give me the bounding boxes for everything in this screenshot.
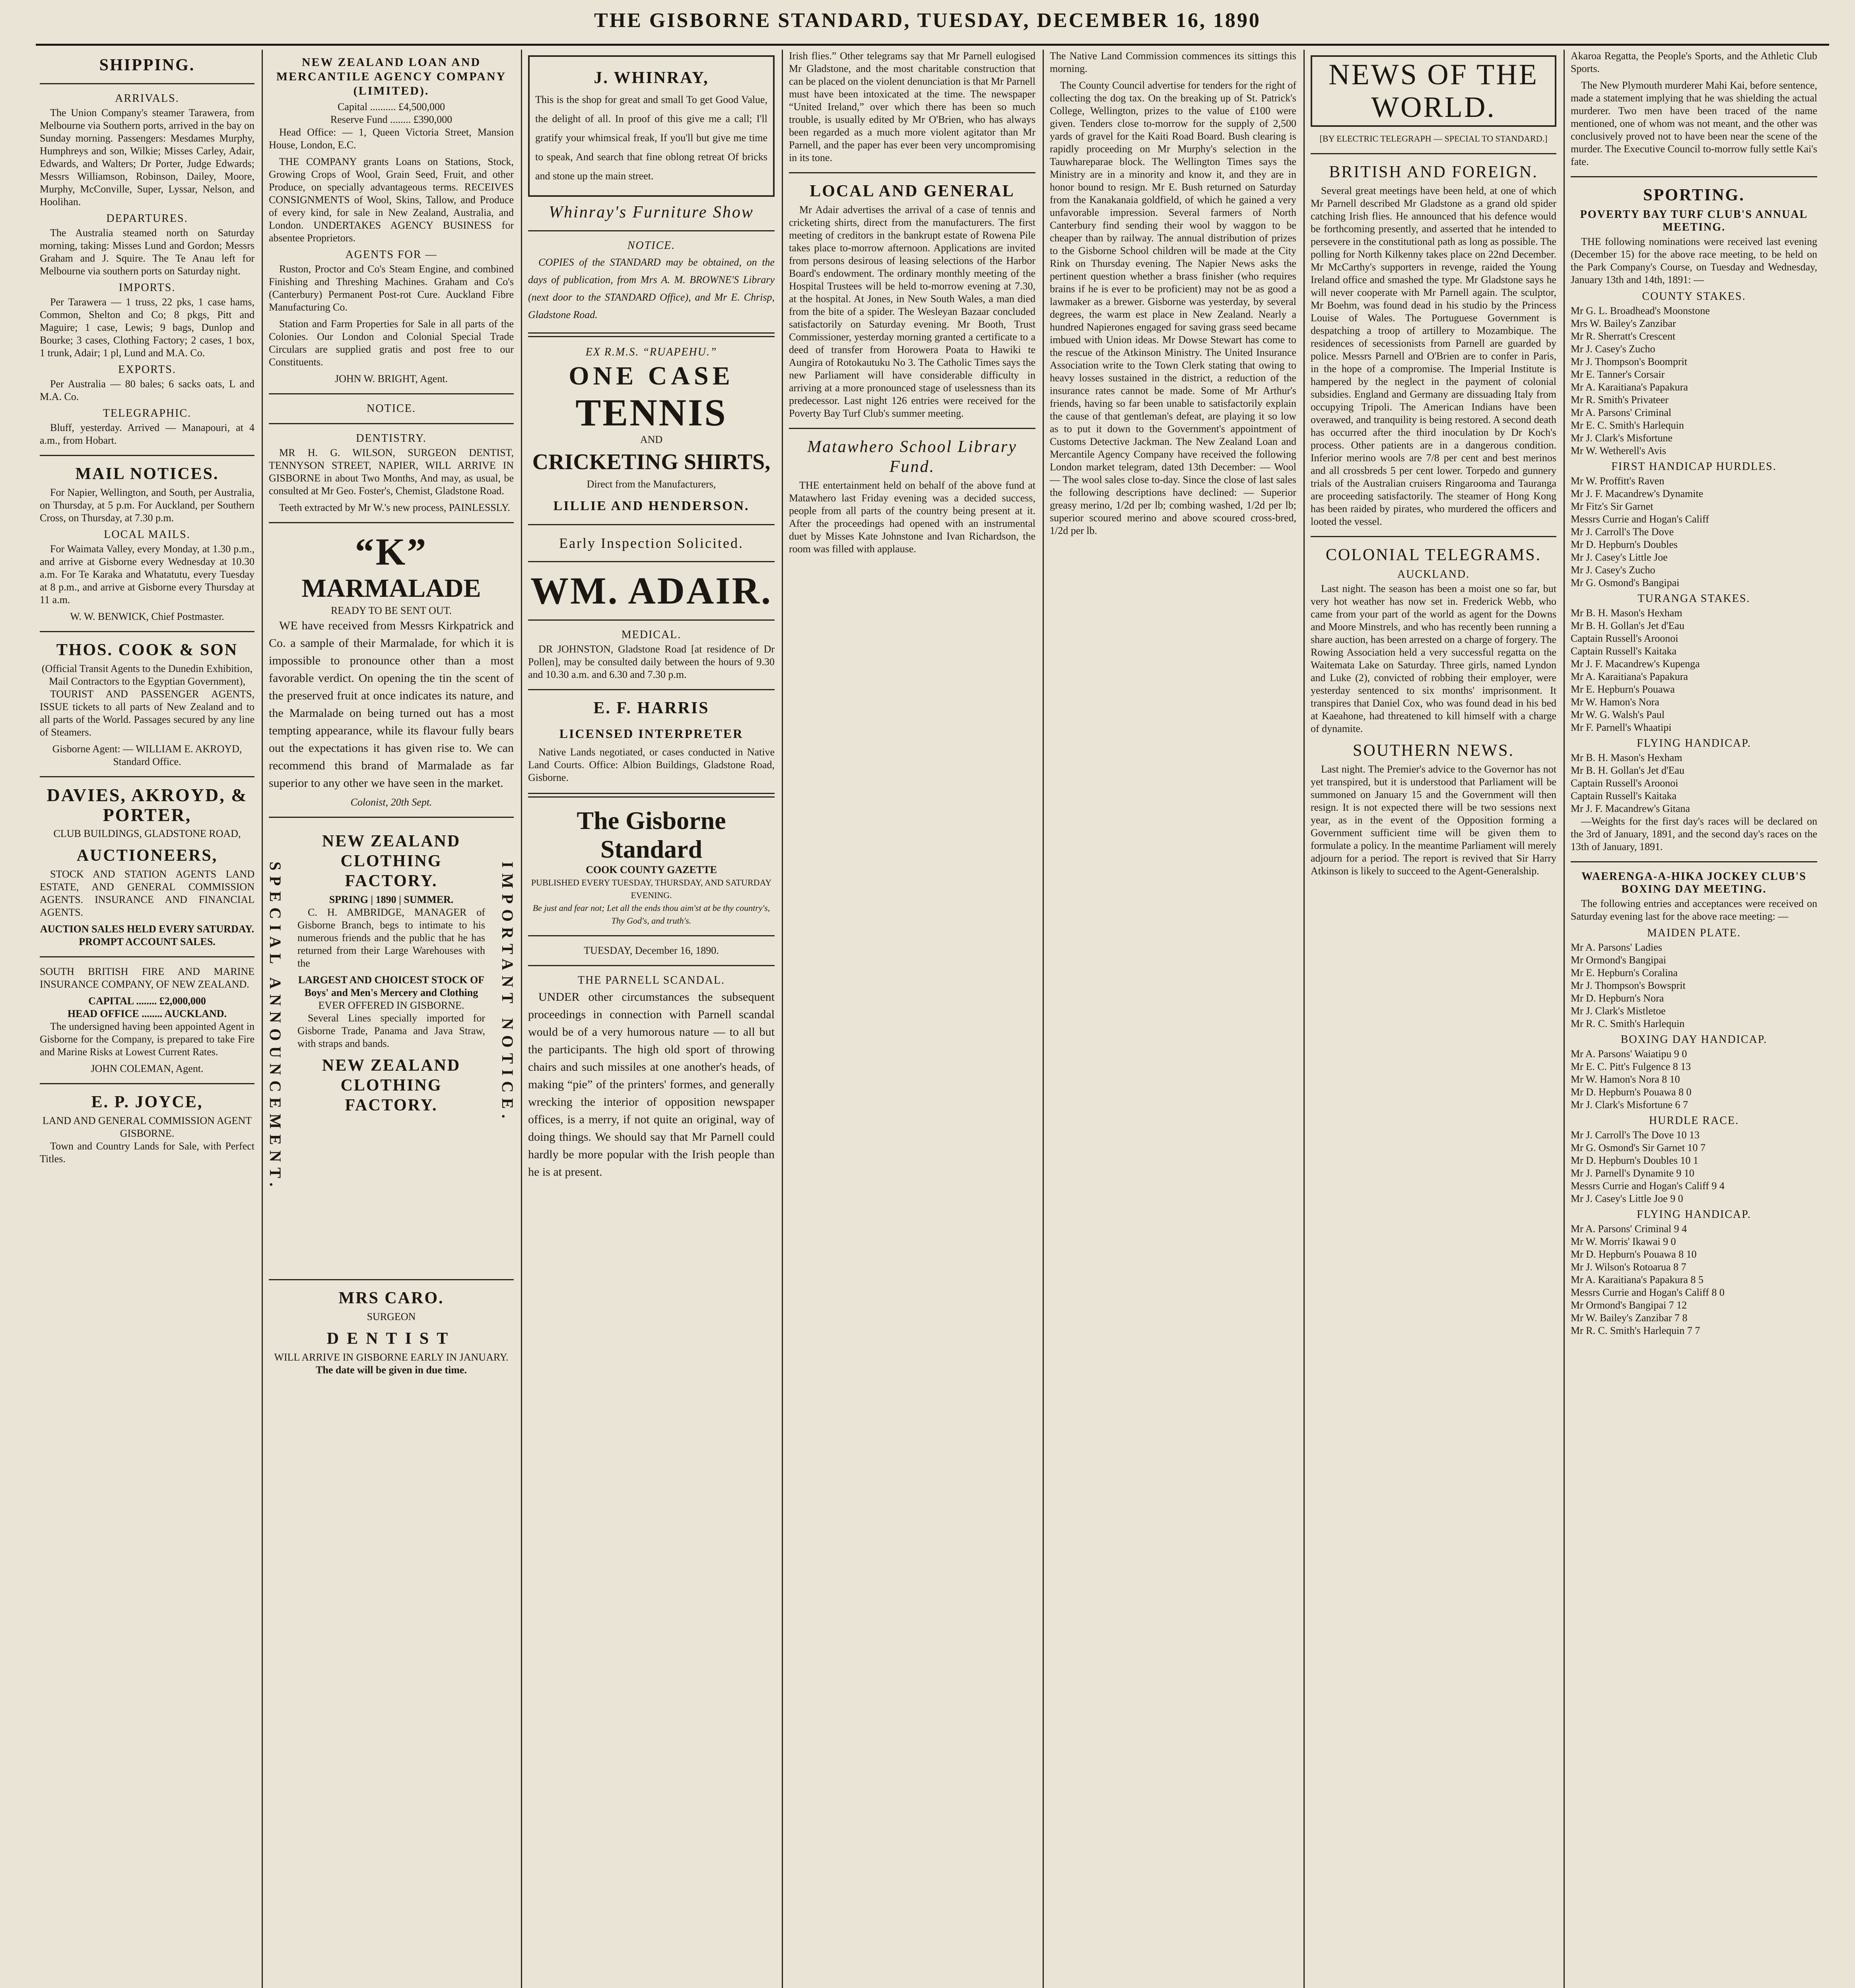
marine-text: The undersigned having been appointed Agent in Gisborne for the Company, is prepared to take Fire and Marine Risks at Lowest Current Rates. <box>40 1021 254 1058</box>
maiden-list <box>1571 941 1817 1030</box>
harris-heading: E. F. HARRIS <box>593 699 709 717</box>
list-item: Mr W. Wetherell's Avis <box>1571 445 1666 456</box>
sporting-heading: SPORTING. <box>1643 186 1745 204</box>
furniture-heading: Whinray's Furniture Show <box>549 203 754 221</box>
marine-capital: CAPITAL ........ £2,000,000 <box>88 995 206 1007</box>
list-item: Mr W. Hamon's Nora 8 10 <box>1571 1074 1680 1085</box>
important-notice: IMPORTANT NOTICE. <box>499 862 517 1124</box>
special-announcement: SPECIAL ANNOUNCEMENT. <box>266 862 284 1192</box>
list-item: Mr R. C. Smith's Harlequin 7 7 <box>1571 1325 1700 1336</box>
column-rule <box>782 50 783 1988</box>
list-item: Mr A. Parsons' Waiatipu 9 0 <box>1571 1048 1687 1060</box>
list-item: Mr D. Hepburn's Nora <box>1571 992 1664 1004</box>
southern-text: Last night. The Premier's advice to the Governor has not yet transpired, but it is understood that Parliament will be summoned on January 15 and the Government will then resign. It is not expected there will be two sessions next year, as in the event of the Opposition forming a Government sufficient time will be given them to formulate a policy. In the meantime Parliament will merely adjourn for a period. The report is revived that Sir Harry Atkinson is likely to succeed to the Agent-Generalship. <box>1311 763 1556 877</box>
date-line: TUESDAY, December 16, 1890. <box>584 945 719 956</box>
list-item: Mr A. Karaitiana's Papakura <box>1571 381 1688 393</box>
list-item: Mr E. Hepburn's Coralina <box>1571 967 1678 978</box>
list-item: Mr W. Bailey's Zanzibar 7 8 <box>1571 1312 1688 1324</box>
nzloan-text: THE COMPANY grants Loans on Stations, Stock, Growing Crops of Wool, Grain Seed, Fruit, and other Produce, on specially advantageous terms. RECEIVES CONSIGNMENTS of Wool, Skins, Tallow, and Produce of every kind, for sale in New Zealand, Australia, and London. UNDERTAKES AGENCY BUSINESS for absentee Proprietors. <box>269 156 514 244</box>
boxing-list <box>1571 1048 1817 1111</box>
davies-sub: CLUB BUILDINGS, GLADSTONE ROAD, <box>53 828 241 839</box>
hurdles-list <box>1571 475 1817 589</box>
native-heading: The Native Land Commission commences its sittings this morning. <box>1050 50 1296 74</box>
list-item: Captain Russell's Kaitaka <box>1571 790 1677 802</box>
nzloan-tail: Station and Farm Properties for Sale in all parts of the Colonies. Our London and Colonial Special Trade Circulars are supplied gratis and post free to our Constituents. <box>269 318 514 368</box>
list-item: Mr D. Hepburn's Pouawa 8 10 <box>1571 1248 1697 1260</box>
divider <box>528 230 775 231</box>
list-item: Mr R. Smith's Privateer <box>1571 394 1669 406</box>
nzloan-reserve: Reserve Fund ........ £390,000 <box>330 114 453 125</box>
list-item: Mr J. Casey's Zucho <box>1571 564 1655 576</box>
list-item: Mr W. Morris' Ikawai 9 0 <box>1571 1236 1676 1247</box>
auction-notice: AUCTION SALES HELD EVERY SATURDAY. <box>40 923 254 935</box>
weights-text: —Weights for the first day's races will be declared on the 3rd of January, 1891, and the second day's races on the 13th of January, 1891. <box>1571 815 1817 852</box>
mail-text: For Napier, Wellington, and South, per Australia, on Thursday, at 5 p.m. For Auckland, per Southern Cross, on Thursday, at 7.30 p.m. <box>40 487 254 524</box>
joyce-sub: LAND AND GENERAL COMMISSION AGENT GISBORNE. <box>42 1115 252 1139</box>
list-item: Captain Russell's Aroonoi <box>1571 633 1678 644</box>
local-mails-text: For Waimata Valley, every Monday, at 1.30 p.m., and arrive at Gisborne every Wednesday at 10.30 a.m. For Te Karaka and Whatatutu, every Tuesday at 8 p.m., and arrive at Gisborne every Thursday at 11 a.m. <box>40 543 254 606</box>
list-item: Captain Russell's Aroonoi <box>1571 777 1678 789</box>
list-item: Mr J. F. Macandrew's Dynamite <box>1571 488 1703 499</box>
departures-text: The Australia steamed north on Saturday morning, taking: Misses Lund and Gordon; Messrs Graham and J. Squire. The Te Anau left for Melbourne via southern ports on Saturday night. <box>40 227 254 277</box>
mail-heading: MAIL NOTICES. <box>75 465 219 483</box>
list-item: Mr E. Hepburn's Pouawa <box>1571 683 1675 695</box>
divider <box>528 935 775 936</box>
auctioneers-heading: AUCTIONEERS, <box>76 846 218 865</box>
published-text: PUBLISHED EVERY TUESDAY, THURSDAY, AND SATURDAY EVENING. <box>531 878 772 900</box>
cook-text: TOURIST AND PASSENGER AGENTS, ISSUE tickets to all parts of New Zealand and to all parts of the World. Passages secured by any line of Steamers. <box>40 688 254 738</box>
list-item: Mr G. Osmond's Bangipai <box>1571 577 1680 588</box>
direct-text: Direct from the Manufacturers, <box>587 478 716 490</box>
list-item: Mr J. F. Macandrew's Kupenga <box>1571 658 1700 670</box>
akaroa-text: The New Plymouth murderer Mahi Kai, before sentence, made a statement implying that he was shielding the actual murderer. Two men have been traced of the name mentioned, one of whom was not meant, and the other was conclusively proved not to have been near the scene of the murder. The Executive Council to-morrow fully settle Kai's fate. <box>1571 80 1817 167</box>
by-line: [BY ELECTRIC TELEGRAPH — SPECIAL TO STANDARD.] <box>1319 134 1548 144</box>
prompt-notice: PROMPT ACCOUNT SALES. <box>79 936 216 947</box>
k-text: WE have received from Messrs Kirkpatrick and Co. a sample of their Marmalade, for which it is impossible to pronounce other than a most favorable verdict. On opening the tin the scent of the preserved fruit at once indicates its nature, and the Marmalade on being turned out has a most tempting appearance, while its flavour fully bears out the expectations it has given rise to. We can recommend this brand of Marmalade as far superior to any other we have seen in the market. <box>269 619 514 790</box>
divider <box>789 428 1035 429</box>
list-item: Mr J. Clark's Mistletoe <box>1571 1005 1666 1017</box>
postmaster: W. W. BENWICK, Chief Postmaster. <box>70 611 224 622</box>
davies-heading: DAVIES, AKROYD, & PORTER, <box>47 785 248 825</box>
list-item: Mr J. Clark's Misfortune 6 7 <box>1571 1099 1688 1110</box>
list-item: Mr E. C. Smith's Harlequin <box>1571 419 1684 431</box>
list-item: Mr W. Proffitt's Raven <box>1571 475 1665 487</box>
list-item: Mr B. H. Gollan's Jet d'Eau <box>1571 620 1684 631</box>
auckland-heading: AUCKLAND. <box>1397 568 1470 580</box>
davies-text: STOCK AND STATION AGENTS LAND ESTATE, AND GENERAL COMMISSION AGENTS. INSURANCE AND FINANCIAL AGENTS. <box>40 868 254 918</box>
exports-text: Per Australia — 80 bales; 6 sacks oats, L and M.A. Co. <box>40 378 254 402</box>
cook-heading: THOS. COOK & SON <box>56 641 238 659</box>
list-item: Mr R. Sherratt's Crescent <box>1571 330 1676 342</box>
local-text: Mr Adair advertises the arrival of a case of tennis and cricketing shirts, direct from the manufacturers. The first meeting of creditors in the bankrupt estate of Rowena Pile takes place to-morrow afternoon. Applications are invited from persons desirous of leasing selections of the Harbor Board's endowment. The ordinary monthly meeting of the Hospital Trustees will be held to-morrow evening at 7.30, at the hospital. At Jones, in New South Wales, a man died from the bite of a spider. The Wesleyan Bazaar concluded satisfactorily on Saturday evening. Mr Booth, Trust Commissioner, yesterday morning granted a certificate to a deed of transfer from Horowera Poata to Hawiki te Aungira of Rotokautuku No 3. The Catholic Times says the new Parliament will have considerable difficulty in arriving at a more pronounced stage of uselessness than its predecessor. Last night 126 entries were received for the Poverty Bay Turf Club's summer meeting. <box>789 204 1035 419</box>
divider <box>269 423 514 424</box>
divider <box>528 561 775 562</box>
list-item: Mr D. Hepburn's Pouawa 8 0 <box>1571 1086 1692 1098</box>
colonial-heading: COLONIAL TELEGRAMS. <box>1325 546 1542 564</box>
largest-stock: LARGEST AND CHOICEST STOCK OF <box>298 974 485 986</box>
clothing-heading-2: NEW ZEALAND CLOTHING FACTORY. <box>322 1056 461 1114</box>
list-item: Mr B. H. Mason's Hexham <box>1571 752 1682 763</box>
imports-text: Per Tarawera — 1 truss, 22 pks, 1 case hams, Common, Shelton and Co; 8 pkgs, Pitt and Maguire; 1 case, Lewis; 9 bags, Dunlop and Bourke; 3 cases, Clothing Factory; 2 cases, 1 box, 1 trunk, Adair; 1 pl, Lund and M.A. Co. <box>40 296 254 359</box>
divider <box>269 817 514 818</box>
divider <box>528 619 775 621</box>
divider <box>40 455 254 456</box>
divider <box>1571 861 1817 862</box>
imports-heading: IMPORTS. <box>118 282 176 294</box>
telegraphic-heading: TELEGRAPHIC. <box>103 407 192 419</box>
exports-heading: EXPORTS. <box>118 363 176 376</box>
clothing-block <box>266 826 517 1271</box>
lillie-heading: LILLIE AND HENDERSON. <box>553 499 750 513</box>
caro-text: WILL ARRIVE IN GISBORNE EARLY IN JANUARY. <box>274 1351 509 1363</box>
clothing-heading: NEW ZEALAND CLOTHING FACTORY. <box>322 832 461 890</box>
divider <box>528 689 775 690</box>
column-3 <box>528 50 775 1988</box>
dentist-text: MR H. G. WILSON, SURGEON DENTIST, TENNYSON STREET, NAPIER, WILL ARRIVE IN GISBORNE in about Two Months, And may, as usual, be consulted at Mr Geo. Foster's, Chemist, Gladstone Road. <box>269 447 514 497</box>
cook-sub: (Official Transit Agents to the Dunedin Exhibition, Mail Contractors to the Egyptian Government), <box>41 663 253 687</box>
poverty-heading: POVERTY BAY TURF CLUB'S ANNUAL MEETING. <box>1580 208 1808 233</box>
divider <box>528 524 775 525</box>
waerenga-text: The following entries and acceptances were received on Saturday evening last for the above race meeting: — <box>1571 898 1817 922</box>
masthead-rule <box>36 44 1829 46</box>
local-heading: LOCAL AND GENERAL <box>810 182 1015 200</box>
list-item: Mr J. Casey's Little Joe <box>1571 551 1668 563</box>
column-7 <box>1571 50 1817 1988</box>
notice-heading: NOTICE. <box>627 239 676 252</box>
tennis-heading: TENNIS <box>575 391 727 434</box>
hurdles-heading: FIRST HANDICAP HURDLES. <box>1611 460 1777 473</box>
tauranga-heading: TURANGA STAKES. <box>1637 592 1750 605</box>
list-item: Mr G. L. Broadhead's Moonstone <box>1571 305 1710 316</box>
caro-heading: MRS CARO. <box>338 1289 444 1307</box>
news-heading: NEWS OF THE WORLD. <box>1329 58 1538 124</box>
marine-heading: SOUTH BRITISH FIRE AND MARINE INSURANCE COMPANY, OF NEW ZEALAND. <box>40 966 254 990</box>
early-heading: Early Inspection Solicited. <box>559 535 744 551</box>
dentist-tail: Teeth extracted by Mr W.'s new process, PAINLESSLY. <box>279 502 510 513</box>
column-4 <box>789 50 1035 1988</box>
clothing-tail: Several Lines specially imported for Gisborne Trade, Panama and Java Straw, with straps and bands. <box>297 1012 485 1049</box>
list-item: Mr A. Parsons' Ladies <box>1571 942 1663 953</box>
county-list <box>1571 305 1817 457</box>
list-item: Mr A. Karaitiana's Papakura <box>1571 671 1688 682</box>
akaroa-heading: Akaroa Regatta, the People's Sports, and the Athletic Club Sports. <box>1571 50 1817 74</box>
boys-clothing: Boys' and Men's Mercery and Clothing <box>304 987 478 998</box>
divider <box>40 956 254 957</box>
list-item: Mr B. H. Mason's Hexham <box>1571 607 1682 619</box>
cook-agent: Gisborne Agent: — WILLIAM E. AKROYD, Standard Office. <box>52 743 242 767</box>
nzloan-office: Head Office: — 1, Queen Victoria Street, Mansion House, London, E.C. <box>269 126 514 151</box>
list-item: Messrs Currie and Hogan's Califf 8 0 <box>1571 1287 1725 1298</box>
flying2-list <box>1571 1223 1817 1337</box>
tauranga-list <box>1571 607 1817 734</box>
list-item: Mr E. C. Pitt's Fulgence 8 13 <box>1571 1061 1691 1072</box>
divider <box>40 83 254 84</box>
list-item: Captain Russell's Kaitaka <box>1571 645 1677 657</box>
parnell-heading: THE PARNELL SCANDAL. <box>577 974 725 986</box>
auckland-text: Last night. The season has been a moist one so far, but very hot weather has now set in. Frederick Webb, who came from your part of the world as agent for the Downs and Moore Minstrels, and who has recently been running a share auction, has been arrested on a charge of forgery. The Rowing Association held a very successful regatta on the Waitemata Lake on Saturday. Three girls, named Lyndon and Luke (2), convicted of robbing their employer, were yesterday sentenced to six months' imprisonment. It transpires that Daniel Cox, who was found dead in his bed at Kaeahone, had threatened to kill himself with a charge of dynamite. <box>1311 583 1556 734</box>
list-item: Mr A. Parsons' Criminal 9 4 <box>1571 1223 1687 1235</box>
nzloan-heading: NEW ZEALAND LOAN AND MERCANTILE AGENCY COMPANY (LIMITED). <box>276 56 507 97</box>
johnston-text: DR JOHNSTON, Gladstone Road [at residence of Dr Pollen], may be consulted daily between the hours of 9.30 and 10.30 a.m. and 6.30 and 7.30 p.m. <box>528 643 775 680</box>
list-item: Mr D. Hepburn's Doubles <box>1571 539 1678 550</box>
flying2-heading: FLYING HANDICAP. <box>1637 1208 1751 1221</box>
british-heading: BRITISH AND FOREIGN. <box>1329 163 1538 181</box>
list-item: Mr J. Wilson's Rotoarua 8 7 <box>1571 1261 1686 1273</box>
medical-heading: MEDICAL. <box>621 629 682 641</box>
dentistry-heading: DENTISTRY. <box>356 432 427 445</box>
county-heading: COUNTY STAKES. <box>1642 290 1746 303</box>
and-text: AND <box>640 434 663 445</box>
native-text: The County Council advertise for tenders for the right of collecting the dog tax. On the breaking up of St. Patrick's College, Wellington, prizes to the value of £100 were given. Tenders close to-morrow for the supply of 2,500 yards of gravel for the Kaiti Road Board. Bush clearing is rapidly proceeding on Mr Murphy's selection in the Tauwhareparae block. The Wellington Times says the Ministry are in a minority and know it, and they are in honor bound to resign. Mr E. Bush returned on Saturday from the Kanakanaia goldfield, of which he gained a very unfavorable impression. Several farmers of North Canterbury find sending their wool by waggon to be cheaper than by railway. The annual distribution of prizes to the Gisborne School children will be made at the City Rink on Thursday evening. The Napier News asks the pertinent question whether a brass finisher (who requires brains if he is ever to be proficient) may not be as good a lawmaker as a brewer. Gisborne was yesterday, by several degrees, the warm est place in New Zealand. Nearly a hundred Napierones engaged for saving grass seed became imbued with Union ideas. Mr Dowse Stewart has come to the rescue of the Atkinson Ministry. The United Insurance Association write to the Town Clerk stating that owing to heavy losses sustained in the district, a reduction of the insurance rates cannot be made. Some of Mr Arthur's friends, having so far been unable to satisfactorily explain the cause of that gentleman's defeat, are playing it so low as to put it down to the Government's appointment of Customs Detective Jackman. The New Zealand Loan and Mercantile Agency Company have received the following London market telegram, dated 13th December: — Wool — The wool sales close to-day. Since the close of last sales the following descriptions have declined: — Superior greasy merino, 1/2d per lb; combing washed, 1/2d per lb; superior scoured merino and above scoured cross-bred, 1/2d per lb. <box>1050 80 1296 536</box>
flying-heading: FLYING HANDICAP. <box>1637 737 1751 749</box>
list-item: Mr Ormond's Bangipai <box>1571 954 1667 966</box>
divider <box>269 1279 514 1280</box>
list-item: Mr J. Carroll's The Dove 10 13 <box>1571 1129 1700 1141</box>
matawhero-heading: Matawhero School Library Fund. <box>807 438 1017 476</box>
parnell-text: UNDER other circumstances the subsequent proceedings in connection with Parnell scandal would be of a very humorous nature — to all but the participants. The high old sport of throwing chairs and such missiles at one another's heads, of making “pie” of the printers' formes, and generally wrecking the interior of opposition newspaper offices, is a merry, if not quite an original, way of doing things. We should say that Mr Parnell could hardly be more popular with the Irish people than he is at present. <box>528 990 775 1178</box>
one-case-heading: ONE CASE <box>569 361 734 390</box>
cricketing-heading: CRICKETING SHIRTS, <box>532 450 771 474</box>
column-rule <box>1303 50 1305 1988</box>
list-item: Mr E. Tanner's Corsair <box>1571 369 1665 380</box>
arrivals-text: The Union Company's steamer Tarawera, from Melbourne via Southern ports, arrived in the bay on Sunday morning. Passengers: Mesdames Murphy, Humphreys and son, Wilkie; Misses Carley, Adair, Edwards, and Walters; Dr Porter, Judge Edwards; Messrs Williamson, Robinson, Dailey, Moore, Murphy, McConville, Super, Lyssar, Nelson, and Hoolihan. <box>40 107 254 208</box>
agents-text: Ruston, Proctor and Co's Steam Engine, and combined Finishing and Threshing Machines. Graham and Co's (Canterbury) Permanent Post-rot Cure. Auckland Fibre Manufacturing Co. <box>269 263 514 313</box>
list-item: Mr Fitz's Sir Garnet <box>1571 501 1653 512</box>
list-item: Mr A. Parsons' Criminal <box>1571 407 1672 418</box>
list-item: Mr B. H. Gollan's Jet d'Eau <box>1571 765 1684 776</box>
divider <box>269 522 514 523</box>
southern-heading: SOUTHERN NEWS. <box>1353 742 1514 760</box>
divider <box>1311 153 1556 154</box>
shipping-heading: SHIPPING. <box>99 56 195 74</box>
list-item: Mr D. Hepburn's Doubles 10 1 <box>1571 1155 1698 1166</box>
ready-notice: READY TO BE SENT OUT. <box>330 605 452 616</box>
gazette-title: COOK COUNTY GAZETTE <box>586 864 717 876</box>
column-2 <box>266 50 517 1988</box>
rupaeru-heading: EX R.M.S. “RUAPEHU.” <box>585 346 717 358</box>
list-item: Messrs Currie and Hogan's Califf <box>1571 513 1709 525</box>
telegraphic-text: Bluff, yesterday. Arrived — Manapouri, at 4 a.m., from Hobart. <box>40 422 254 446</box>
whinray-box <box>528 55 775 197</box>
list-item: Messrs Currie and Hogan's Califf 9 4 <box>1571 1180 1725 1192</box>
divider <box>40 776 254 777</box>
list-item: Mr A. Karaitiana's Papakura 8 5 <box>1571 1274 1703 1285</box>
column-rule <box>521 50 522 1988</box>
whinray-text: This is the shop for great and small To get Good Value, the delight of all. In proof of this give me a call; I'll gratify your whimsical freak, If you'll but give me time to speak, And search that fine oblong retreat Of bricks and stone up the main street. <box>535 94 767 182</box>
list-item: Mr J. Clark's Misfortune <box>1571 432 1673 444</box>
interp-heading: LICENSED INTERPRETER <box>559 726 744 741</box>
waerenga-heading: WAERENGA-A-HIKA JOCKEY CLUB'S BOXING DAY MEETING. <box>1581 870 1806 895</box>
caro-dentist: DENTIST <box>326 1330 456 1348</box>
adair-heading: WM. ADAIR. <box>530 569 772 612</box>
list-item: Mr J. Parnell's Dynamite 9 10 <box>1571 1167 1694 1179</box>
agents-heading: AGENTS FOR — <box>345 248 437 261</box>
list-item: Mr J. Carroll's The Dove <box>1571 526 1674 538</box>
list-item: Mr W. Hamon's Nora <box>1571 696 1659 708</box>
list-item: Mr J. F. Macandrew's Gitana <box>1571 803 1690 814</box>
paper-title: The Gisborne Standard <box>577 806 726 863</box>
column-rule <box>1043 50 1044 1988</box>
caro-surgeon: SURGEON <box>367 1311 416 1322</box>
column-5 <box>1050 50 1296 1988</box>
list-item: Mr F. Parnell's Whaatipi <box>1571 722 1672 733</box>
joyce-heading: E. P. JOYCE, <box>91 1093 203 1111</box>
divider <box>528 793 775 798</box>
list-item: Mr R. C. Smith's Harlequin <box>1571 1018 1685 1029</box>
divider <box>789 172 1035 173</box>
k-heading: “K” <box>355 530 428 573</box>
divider <box>269 393 514 394</box>
spring-heading: SPRING | 1890 | SUMMER. <box>329 894 454 905</box>
harris-text: Native Lands negotiated, or cases conducted in Native Land Courts. Office: Albion Buildings, Gladstone Road, Gisborne. <box>528 746 775 783</box>
whinray-heading: J. WHINRAY, <box>594 69 709 87</box>
british-text: Several great meetings have been held, at one of which Mr Parnell described Mr Gladstone as a grand old spider catching Irish flies. He announced that his defence would be forthcoming presently, and asserted that he intended to persevere in the constitutional path as long as possible. The polling for North Kilkenny takes place on 22nd December. Mr McCarthy's supporters in revenge, raided the Young Ireland office and smashed the type. Mr Gladstone says he will never cooperate with Mr Parnell again. The sculptor, Mr Boehm, was found dead in his studio by the Princess Louise of Wales. The Portuguese Government is despatching a troop of artillery to Mozambique. The residences of secessionists from Parnell are guarded by police. Messrs Parnell and O'Brien are to confer in Paris, in the hope of a compromise. The Imperial Institute is hampered by the neglect in the payment of colonial subsidies. England and Germany are dissuading Italy from occupying Tripoli. The American Indians have been overawed, and tranquility is being restored. A second death has occurred after the third inoculation by Dr Koch's process. Other patients are in a dangerous condition. Inferior merino wools are 7/8 per cent and best merinos and all crossbreds 5 per cent lower. Torpedo and gunnery trials of the Australian cruisers Ringarooma and Tauranga are proceeding satisfactorily. The steamer of Hong Kong has been raided by pirates, who murdered the officers and looted the vessel. <box>1311 185 1556 527</box>
nzloan-capital: Capital .......... £4,500,000 <box>337 101 445 113</box>
column-rule <box>1564 50 1565 1988</box>
hurdle-list <box>1571 1129 1817 1205</box>
divider <box>528 332 775 337</box>
list-item: Mr J. Casey's Little Joe 9 0 <box>1571 1193 1683 1204</box>
motto-text: Be just and fear not; Let all the ends thou aim'st at be thy country's, Thy God's, and truth's. <box>532 903 770 926</box>
list-item: Mr Ormond's Bangipai 7 12 <box>1571 1299 1687 1311</box>
masthead-title: THE GISBORNE STANDARD, TUESDAY, DECEMBER 16, 1890 <box>594 9 1261 32</box>
copies-text: COPIES of the STANDARD may be obtained, on the days of publication, from Mrs A. M. BROWNE'S Library (next door to the STANDARD Office), and Mr E. Chrisp, Gladstone Road. <box>528 256 775 320</box>
joyce-text: Town and Country Lands for Sale, with Perfect Titles. <box>40 1140 254 1165</box>
irish-text: Irish flies.” Other telegrams say that Mr Parnell eulogised Mr Gladstone, and the most charitable construction that can be placed on the violent denunciation is that Mr Parnell must have been intoxicated at the time. The newspaper “United Ireland,” over which there has been so much trouble, is usually edited by Mr O'Brien, who has always been regarded as a much more violent agitator than Mr Parnell, and the paper has ever been very uncompromising in its tone. <box>789 50 1035 163</box>
local-mails-heading: LOCAL MAILS. <box>104 528 190 541</box>
boxing-heading: BOXING DAY HANDICAP. <box>1620 1033 1768 1046</box>
clothing-text: C. H. AMBRIDGE, MANAGER of Gisborne Branch, begs to intimate to his numerous friends and the public that he has returned from their Large Warehouses with the <box>297 907 485 969</box>
divider <box>40 631 254 632</box>
marine-office: HEAD OFFICE ........ AUCKLAND. <box>67 1008 227 1019</box>
marmalade-heading: MARMALADE <box>301 574 481 603</box>
list-item: Mr J. Thompson's Bowsprit <box>1571 980 1686 991</box>
news-box <box>1311 55 1556 127</box>
ever-offered: EVER OFFERED IN GISBORNE. <box>318 1000 464 1011</box>
list-item: Mrs W. Bailey's Zanzibar <box>1571 318 1676 329</box>
flying-list <box>1571 751 1817 815</box>
list-item: Mr W. G. Walsh's Paul <box>1571 709 1665 720</box>
matawhero-text: THE entertainment held on behalf of the above fund at Matawhero last Friday evening was a decided success, people from all parts of the country being present at it. After the proceedings had opened with an instrumental duet by Misses Kate Johnstone and Ivan Richardson, the room was filled with applause. <box>789 480 1035 555</box>
notice-heading: NOTICE. <box>367 402 416 415</box>
hurdle-race-heading: HURDLE RACE. <box>1649 1114 1739 1127</box>
divider <box>1571 176 1817 177</box>
k-source: Colonist, 20th Sept. <box>350 796 432 808</box>
list-item: Mr G. Osmond's Sir Garnet 10 7 <box>1571 1142 1706 1153</box>
nzloan-agent: JOHN W. BRIGHT, Agent. <box>334 373 448 384</box>
divider <box>1311 536 1556 537</box>
poverty-text: THE following nominations were received last evening (December 15) for the above race meeting, to be held on the Park Company's Course, on Tuesday and Wednesday, January 13th and 14th, 1891: — <box>1571 236 1817 285</box>
caro-tail: The date will be given in due time. <box>316 1364 467 1376</box>
marine-agent: JOHN COLEMAN, Agent. <box>91 1063 204 1074</box>
list-item: Mr J. Thompson's Boomprit <box>1571 356 1688 367</box>
divider <box>528 965 775 966</box>
column-rule <box>262 50 263 1988</box>
maiden-heading: MAIDEN PLATE. <box>1647 927 1741 939</box>
divider <box>40 1083 254 1084</box>
column-1 <box>40 50 254 1988</box>
departures-heading: DEPARTURES. <box>106 212 188 225</box>
list-item: Mr J. Casey's Zucho <box>1571 343 1655 355</box>
arrivals-heading: ARRIVALS. <box>115 92 179 105</box>
column-6 <box>1311 50 1556 1988</box>
